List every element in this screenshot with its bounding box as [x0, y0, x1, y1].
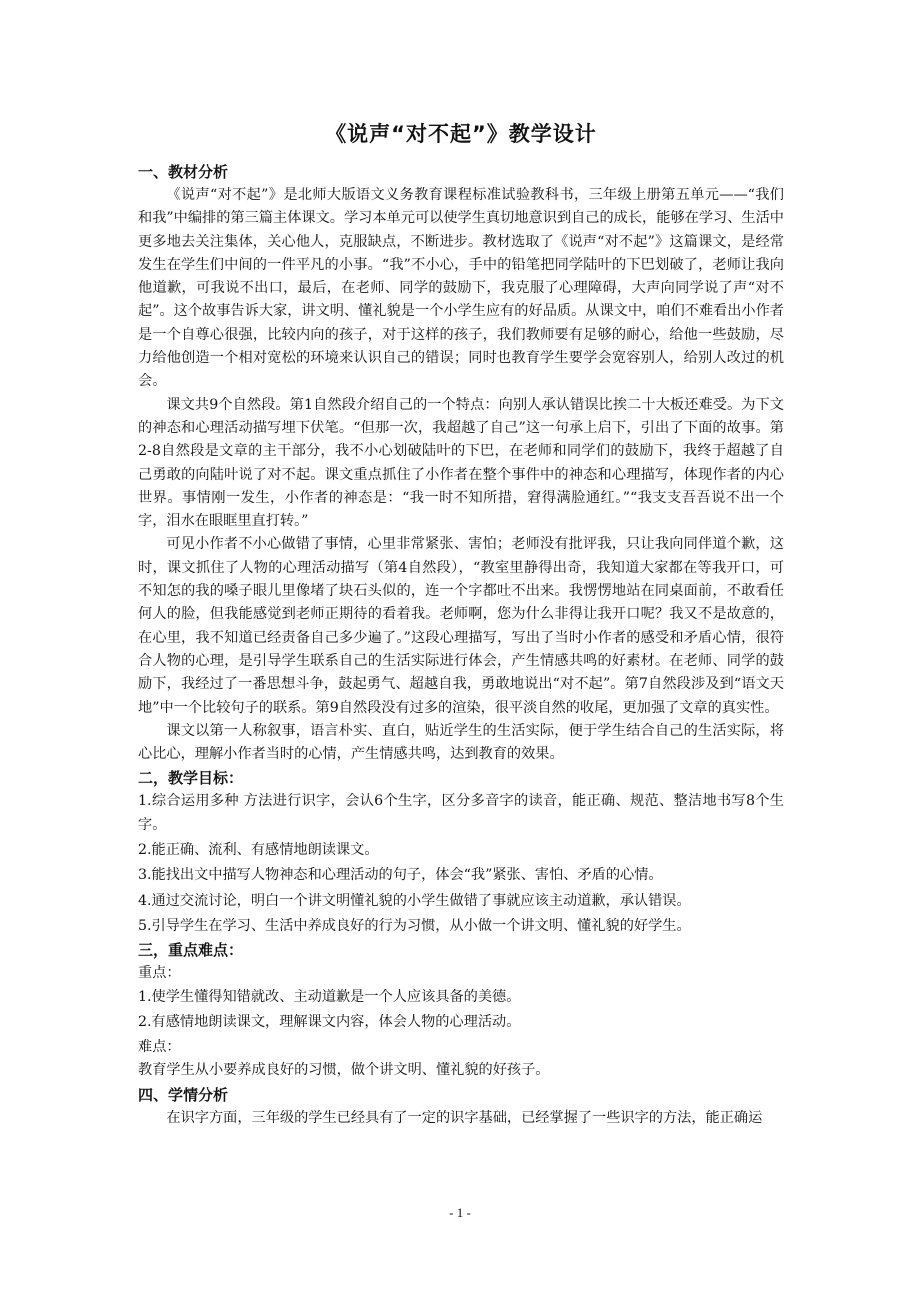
goal-item: 3.能找出文中描写人物神态和心理活动的句子，体会“我”紧张、害怕、矛盾的心情。: [138, 867, 663, 884]
section-heading-2: 二，教学目标：: [138, 769, 244, 788]
difficulty-text: 教育学生从小要养成良好的习惯，做个讲文明、懂礼貌的好孩子。: [138, 1062, 550, 1079]
paragraph: 课文共9个自然段。第1自然段介绍自己的一个特点：向别人承认错误比挨二十大板还难受。为下文的神态和心理活动描写埋下伏笔。“但那一次，我超越了自己”这一句承上启下，引出了下面的故事。第2-8自然段是文章的主干部分，我不小心划破陆叶的下巴，在老师和同学们的鼓励下，我终于超越了自己勇敢的向陆叶说了对不起。课文重点抓住了小作者在整个事件中的神态和心理描写，体现作者的内心世界。事情刚一发生，小作者的神态是：“我一时不知所措，窘得满脸通红。”“我支支吾吾说不出一个字，泪水在眼眶里直打转。”: [138, 396, 784, 530]
paragraph: 可见小作者不小心做错了事情，心里非常紧张、害怕；老师没有批评我，只让我向同伴道个歉，这时，课文抓住了人物的心理活动描写（第4自然段），“教室里静得出奇，我知道大家都在等我开口，可不知怎的我的嗓子眼儿里像堵了块石头似的，连一个字都吐不出来。我愣愣地站在同桌面前，不敢看任何人的脸，但我能感觉到老师正期待的看着我。老师啊，您为什么非得让我开口呢？我又不是故意的，在心里，我不知道已经责备自己多少遍了。”这段心理描写，写出了当时小作者的感受和矛盾心情，很符合人物的心理，是引导学生联系自己的生活实际进行体会，产生情感共鸣的好素材。在老师、同学的鼓励下，我经过了一番思想斗争，鼓起勇气、超越自我，勇敢地说出“对不起”。第7自然段涉及到“语文天地”中一个比较句子的联系。第9自然段没有过多的渲染，很平淡自然的收尾，更加强了文章的真实性。: [138, 536, 784, 716]
paragraph: 在识字方面，三年级的学生已经具有了一定的识字基础，已经掌握了一些识字的方法，能正确运: [166, 1109, 763, 1126]
section-heading-1: 一、教材分析: [138, 163, 229, 181]
goal-item: 5.引导学生在学习、生活中养成良好的行为习惯，从小做一个讲文明、懂礼貌的好学生。: [138, 917, 691, 934]
difficulty-label: 难点：: [138, 1039, 181, 1056]
key-point-item: 1.使学生懂得知错就改、主动道歉是一个人应该具备的美德。: [138, 988, 521, 1005]
document-page: [138, 118, 784, 1130]
key-points-label: 重点：: [138, 965, 181, 982]
section-heading-4: 四、学情分析: [138, 1085, 229, 1104]
page-number: - 1 -: [449, 1205, 471, 1220]
paragraph: 课文以第一人称叙事，语言朴实、直白，贴近学生的生活实际，便于学生结合自己的生活实际，将心比心，理解小作者当时的心情，产生情感共鸣，达到教育的效果。: [138, 722, 784, 763]
goal-item: 1.综合运用多种 方法进行识字，会认6个生字，区分多音字的读音，能正确、规范、整洁地书写8个生字。: [138, 793, 784, 833]
goal-item: 4.通过交流讨论，明白一个讲文明懂礼貌的小学生做错了事就应该主动道歉，承认错误。: [138, 892, 691, 909]
section-heading-3: 三，重点难点：: [138, 941, 244, 960]
goal-item: 2.能正确、流利、有感情地朗读课文。: [138, 842, 379, 859]
document-title: 《说声“对不起”》教学设计: [325, 122, 597, 146]
key-point-item: 2.有感情地朗读课文，理解课文内容，体会人物的心理活动。: [138, 1013, 521, 1030]
paragraph: 《说声“对不起”》是北师大版语文义务教育课程标准试验教科书，三年级上册第五单元——“我们和我”中编排的第三篇主体课文。学习本单元可以使学生真切地意识到自己的成长，能够在学习、生活中更多地去关注集体，关心他人，克服缺点，不断进步。教材选取了《说声“对不起”》这篇课文，是经常发生在学生们中间的一件平凡的小事。“我”不小心，手中的铅笔把同学陆叶的下巴划破了，老师让我向他道歉，可我说不出口，最后，在老师、同学的鼓励下，我克服了心理障碍，大声向同学说了声“对不起”。这个故事告诉大家，讲文明、懂礼貌是一个小学生应有的好品质。从课文中，咱们不难看出小作者是一个自尊心很强，比较内向的孩子，对于这样的孩子，我们教师要有足够的耐心，给他一些鼓励，尽力给他创造一个相对宽松的环境来认识自己的错误；同时也教育学生要学会宽容别人，给别人改过的机会。: [138, 187, 784, 390]
